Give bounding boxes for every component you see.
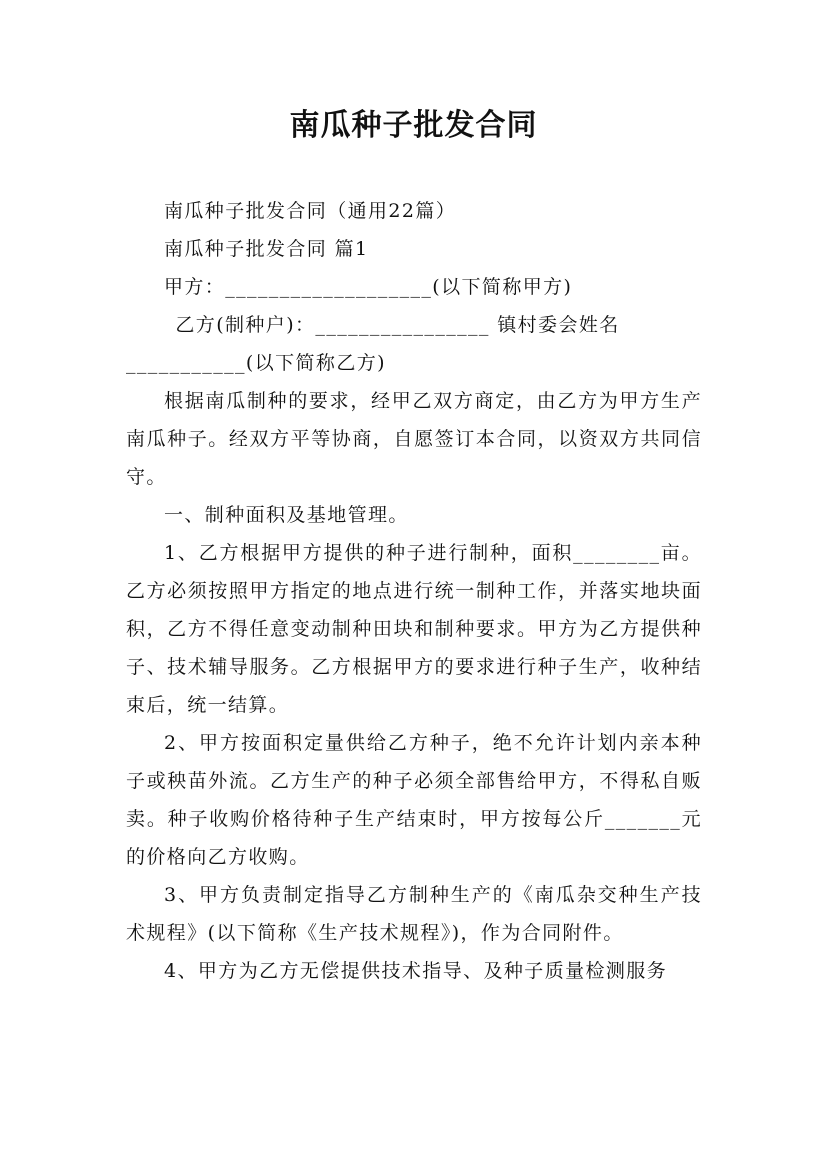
paragraph-section-heading: 南瓜种子批发合同 篇1 [164, 238, 369, 260]
document-title: 南瓜种子批发合同 [289, 108, 538, 143]
paragraph-party-a: 甲方：___________________(以下简称甲方) [164, 276, 573, 298]
paragraph-clause-2: 2、甲方按面积定量供给乙方种子，绝不允许计划内亲本种子或秧苗外流。乙方生产的种子必须全部售给甲方，不得私自贩卖。种子收购价格待种子生产结束时，甲方按每公斤_______元的价格向乙方收购。 [126, 732, 702, 868]
paragraph-clause-4: 4、甲方为乙方无偿提供技术指导、及种子质量检测服务 [164, 960, 668, 982]
paragraph-preamble: 根据南瓜制种的要求，经甲乙双方商定，由乙方为甲方生产南瓜种子。经双方平等协商，自愿签订本合同，以资双方共同信守。 [126, 390, 702, 488]
paragraph-clause-heading-1: 一、制种面积及基地管理。 [164, 504, 409, 526]
document-body [126, 192, 702, 990]
paragraph-clause-1: 1、乙方根据甲方提供的种子进行制种，面积________亩。乙方必须按照甲方指定的地点进行统一制种工作，并落实地块面积，乙方不得任意变动制种田块和制种要求。甲方为乙方提供种子、技术辅导服务。乙方根据甲方的要求进行种子生产，收种结束后，统一结算。 [126, 542, 702, 716]
paragraph-subtitle: 南瓜种子批发合同（通用22篇） [164, 200, 457, 222]
paragraph-party-b: 乙方(制种户)：________________ 镇村委会姓名___________(以下简称乙方) [126, 314, 620, 374]
paragraph-clause-3: 3、甲方负责制定指导乙方制种生产的《南瓜杂交种生产技术规程》(以下简称《生产技术规程》)，作为合同附件。 [126, 884, 702, 944]
